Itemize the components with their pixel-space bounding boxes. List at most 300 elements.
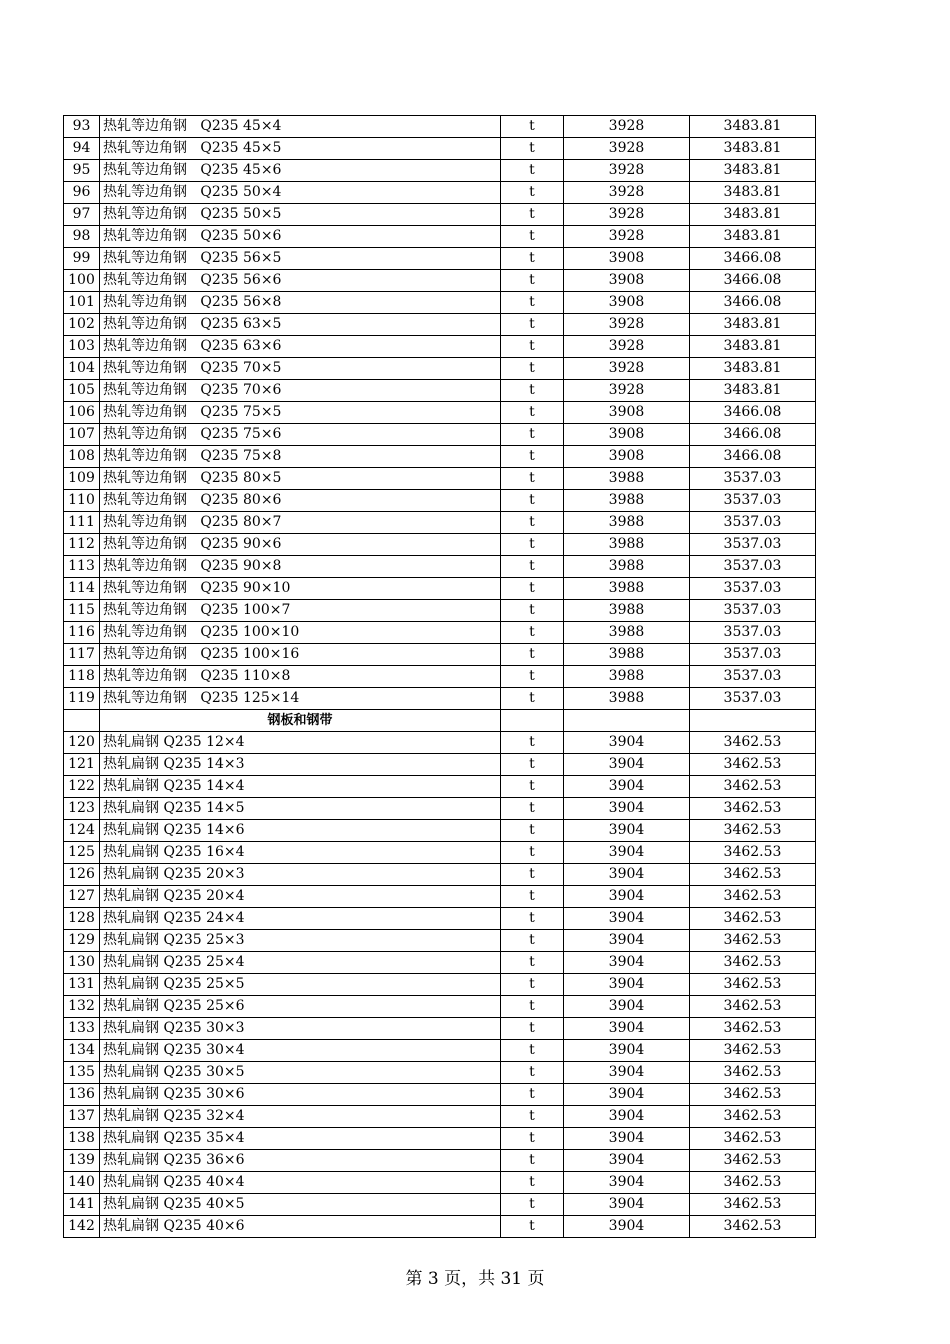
item-name: 热轧等边角钢 Q235 56×5 <box>100 248 501 270</box>
unit-cell: t <box>501 820 564 842</box>
item-name: 热轧等边角钢 Q235 100×7 <box>100 600 501 622</box>
table-row <box>64 380 816 402</box>
item-name: 热轧等边角钢 Q235 90×10 <box>100 578 501 600</box>
item-name: 热轧扁钢 Q235 25×3 <box>100 930 501 952</box>
row-number: 134 <box>64 1040 100 1062</box>
row-number: 120 <box>64 732 100 754</box>
unit-cell: t <box>501 402 564 424</box>
table-row <box>64 820 816 842</box>
table-row <box>64 270 816 292</box>
table-row <box>64 732 816 754</box>
unit-cell: t <box>501 380 564 402</box>
table-row <box>64 842 816 864</box>
table-row <box>64 952 816 974</box>
item-name: 热轧等边角钢 Q235 100×10 <box>100 622 501 644</box>
table-row <box>64 1018 816 1040</box>
unit-cell: t <box>501 534 564 556</box>
price-excl-tax-cell: 3537.03 <box>690 512 816 534</box>
price-excl-tax-cell: 3483.81 <box>690 314 816 336</box>
row-number: 124 <box>64 820 100 842</box>
row-number: 117 <box>64 644 100 666</box>
section-title: 钢板和钢带 <box>100 710 501 732</box>
unit-cell: t <box>501 622 564 644</box>
item-name: 热轧等边角钢 Q235 75×8 <box>100 446 501 468</box>
table-row <box>64 116 816 138</box>
table-row <box>64 490 816 512</box>
unit-cell: t <box>501 930 564 952</box>
price-cell: 3904 <box>564 1150 690 1172</box>
price-excl-tax-cell: 3462.53 <box>690 908 816 930</box>
price-excl-tax-cell: 3483.81 <box>690 380 816 402</box>
price-cell: 3904 <box>564 1084 690 1106</box>
price-cell: 3904 <box>564 1216 690 1238</box>
table-row <box>64 226 816 248</box>
price-excl-tax-cell: 3537.03 <box>690 468 816 490</box>
unit-cell: t <box>501 204 564 226</box>
price-cell: 3904 <box>564 952 690 974</box>
price-cell: 3904 <box>564 864 690 886</box>
unit-cell: t <box>501 336 564 358</box>
row-number: 126 <box>64 864 100 886</box>
unit-cell: t <box>501 996 564 1018</box>
unit-cell: t <box>501 556 564 578</box>
price-cell: 3904 <box>564 1128 690 1150</box>
table-row <box>64 754 816 776</box>
unit-cell: t <box>501 512 564 534</box>
table-row <box>64 182 816 204</box>
item-name: 热轧扁钢 Q235 25×4 <box>100 952 501 974</box>
price-excl-tax-cell: 3462.53 <box>690 1216 816 1238</box>
table-row <box>64 1150 816 1172</box>
price-excl-tax-cell: 3462.53 <box>690 1040 816 1062</box>
price-excl-tax-cell: 3462.53 <box>690 886 816 908</box>
price-excl-tax-cell: 3537.03 <box>690 534 816 556</box>
unit-cell: t <box>501 578 564 600</box>
price-excl-tax-cell: 3483.81 <box>690 226 816 248</box>
row-number: 130 <box>64 952 100 974</box>
price-excl-tax-cell: 3462.53 <box>690 952 816 974</box>
row-number: 125 <box>64 842 100 864</box>
unit-cell <box>501 710 564 732</box>
item-name: 热轧扁钢 Q235 30×4 <box>100 1040 501 1062</box>
item-name: 热轧扁钢 Q235 40×6 <box>100 1216 501 1238</box>
unit-cell: t <box>501 160 564 182</box>
item-name: 热轧等边角钢 Q235 80×5 <box>100 468 501 490</box>
row-number: 99 <box>64 248 100 270</box>
table-row <box>64 402 816 424</box>
unit-cell: t <box>501 1018 564 1040</box>
table-row <box>64 1172 816 1194</box>
row-number: 108 <box>64 446 100 468</box>
price-excl-tax-cell: 3537.03 <box>690 688 816 710</box>
price-cell: 3908 <box>564 270 690 292</box>
unit-cell: t <box>501 468 564 490</box>
item-name: 热轧扁钢 Q235 40×5 <box>100 1194 501 1216</box>
table-row <box>64 512 816 534</box>
row-number: 111 <box>64 512 100 534</box>
price-cell: 3928 <box>564 182 690 204</box>
price-excl-tax-cell: 3466.08 <box>690 446 816 468</box>
unit-cell: t <box>501 1194 564 1216</box>
row-number: 122 <box>64 776 100 798</box>
row-number: 112 <box>64 534 100 556</box>
item-name: 热轧等边角钢 Q235 90×8 <box>100 556 501 578</box>
unit-cell: t <box>501 754 564 776</box>
price-cell: 3928 <box>564 138 690 160</box>
row-number: 110 <box>64 490 100 512</box>
price-cell: 3904 <box>564 820 690 842</box>
unit-cell: t <box>501 864 564 886</box>
item-name: 热轧等边角钢 Q235 63×5 <box>100 314 501 336</box>
table-row <box>64 666 816 688</box>
price-cell: 3904 <box>564 1194 690 1216</box>
item-name: 热轧扁钢 Q235 12×4 <box>100 732 501 754</box>
unit-cell: t <box>501 226 564 248</box>
table-row <box>64 908 816 930</box>
table-row <box>64 1040 816 1062</box>
item-name: 热轧扁钢 Q235 20×3 <box>100 864 501 886</box>
price-table <box>63 115 816 1238</box>
row-number: 98 <box>64 226 100 248</box>
table-row <box>64 138 816 160</box>
row-number: 123 <box>64 798 100 820</box>
price-excl-tax-cell: 3462.53 <box>690 1018 816 1040</box>
price-excl-tax-cell: 3537.03 <box>690 666 816 688</box>
unit-cell: t <box>501 1216 564 1238</box>
price-cell: 3904 <box>564 776 690 798</box>
price-excl-tax-cell: 3462.53 <box>690 864 816 886</box>
table-row <box>64 1216 816 1238</box>
price-excl-tax-cell: 3462.53 <box>690 1172 816 1194</box>
unit-cell: t <box>501 1128 564 1150</box>
table-row <box>64 864 816 886</box>
row-number: 140 <box>64 1172 100 1194</box>
price-excl-tax-cell: 3466.08 <box>690 292 816 314</box>
price-excl-tax-cell: 3462.53 <box>690 1150 816 1172</box>
row-number: 94 <box>64 138 100 160</box>
price-cell: 3928 <box>564 380 690 402</box>
table-row <box>64 314 816 336</box>
unit-cell: t <box>501 974 564 996</box>
row-number: 121 <box>64 754 100 776</box>
item-name: 热轧等边角钢 Q235 50×4 <box>100 182 501 204</box>
row-number: 105 <box>64 380 100 402</box>
price-cell: 3988 <box>564 556 690 578</box>
price-cell: 3988 <box>564 644 690 666</box>
table-row <box>64 556 816 578</box>
price-cell: 3908 <box>564 292 690 314</box>
price-excl-tax-cell: 3462.53 <box>690 1062 816 1084</box>
unit-cell: t <box>501 732 564 754</box>
price-cell: 3988 <box>564 688 690 710</box>
row-number: 127 <box>64 886 100 908</box>
price-cell: 3928 <box>564 160 690 182</box>
price-cell: 3904 <box>564 754 690 776</box>
price-excl-tax-cell <box>690 710 816 732</box>
table-row <box>64 1062 816 1084</box>
price-cell: 3908 <box>564 402 690 424</box>
item-name: 热轧扁钢 Q235 32×4 <box>100 1106 501 1128</box>
row-number: 95 <box>64 160 100 182</box>
item-name: 热轧扁钢 Q235 30×5 <box>100 1062 501 1084</box>
item-name: 热轧等边角钢 Q235 125×14 <box>100 688 501 710</box>
table-row <box>64 644 816 666</box>
price-excl-tax-cell: 3466.08 <box>690 424 816 446</box>
price-excl-tax-cell: 3462.53 <box>690 1106 816 1128</box>
table-row <box>64 248 816 270</box>
unit-cell: t <box>501 688 564 710</box>
table-row <box>64 468 816 490</box>
item-name: 热轧扁钢 Q235 20×4 <box>100 886 501 908</box>
price-excl-tax-cell: 3462.53 <box>690 974 816 996</box>
price-cell: 3904 <box>564 974 690 996</box>
price-excl-tax-cell: 3537.03 <box>690 644 816 666</box>
price-cell: 3904 <box>564 996 690 1018</box>
table-row <box>64 336 816 358</box>
row-number: 137 <box>64 1106 100 1128</box>
table-row <box>64 358 816 380</box>
price-excl-tax-cell: 3462.53 <box>690 842 816 864</box>
unit-cell: t <box>501 600 564 622</box>
price-excl-tax-cell: 3462.53 <box>690 1084 816 1106</box>
price-cell: 3988 <box>564 534 690 556</box>
unit-cell: t <box>501 776 564 798</box>
table-row <box>64 600 816 622</box>
price-cell: 3988 <box>564 600 690 622</box>
unit-cell: t <box>501 358 564 380</box>
price-cell: 3928 <box>564 116 690 138</box>
unit-cell: t <box>501 842 564 864</box>
table-row <box>64 996 816 1018</box>
price-cell: 3904 <box>564 1040 690 1062</box>
unit-cell: t <box>501 314 564 336</box>
row-number: 104 <box>64 358 100 380</box>
item-name: 热轧扁钢 Q235 40×4 <box>100 1172 501 1194</box>
row-number: 141 <box>64 1194 100 1216</box>
unit-cell: t <box>501 248 564 270</box>
item-name: 热轧等边角钢 Q235 80×6 <box>100 490 501 512</box>
price-excl-tax-cell: 3537.03 <box>690 556 816 578</box>
price-excl-tax-cell: 3466.08 <box>690 248 816 270</box>
item-name: 热轧扁钢 Q235 36×6 <box>100 1150 501 1172</box>
table-row <box>64 446 816 468</box>
price-excl-tax-cell: 3462.53 <box>690 1128 816 1150</box>
unit-cell: t <box>501 886 564 908</box>
price-excl-tax-cell: 3537.03 <box>690 490 816 512</box>
price-cell: 3904 <box>564 1018 690 1040</box>
item-name: 热轧扁钢 Q235 14×3 <box>100 754 501 776</box>
row-number: 93 <box>64 116 100 138</box>
table-row <box>64 1128 816 1150</box>
price-cell: 3904 <box>564 886 690 908</box>
table-row <box>64 160 816 182</box>
unit-cell: t <box>501 798 564 820</box>
item-name: 热轧扁钢 Q235 14×5 <box>100 798 501 820</box>
item-name: 热轧等边角钢 Q235 45×5 <box>100 138 501 160</box>
row-number: 115 <box>64 600 100 622</box>
table-row <box>64 930 816 952</box>
row-number: 136 <box>64 1084 100 1106</box>
item-name: 热轧等边角钢 Q235 45×4 <box>100 116 501 138</box>
row-number: 106 <box>64 402 100 424</box>
price-excl-tax-cell: 3483.81 <box>690 358 816 380</box>
table-row <box>64 776 816 798</box>
item-name: 热轧扁钢 Q235 24×4 <box>100 908 501 930</box>
price-excl-tax-cell: 3537.03 <box>690 600 816 622</box>
price-cell: 3908 <box>564 424 690 446</box>
row-number: 101 <box>64 292 100 314</box>
item-name: 热轧等边角钢 Q235 80×7 <box>100 512 501 534</box>
row-number: 139 <box>64 1150 100 1172</box>
unit-cell: t <box>501 1106 564 1128</box>
price-cell <box>564 710 690 732</box>
price-excl-tax-cell: 3462.53 <box>690 798 816 820</box>
item-name: 热轧扁钢 Q235 14×4 <box>100 776 501 798</box>
row-number: 96 <box>64 182 100 204</box>
item-name: 热轧扁钢 Q235 25×6 <box>100 996 501 1018</box>
row-number: 129 <box>64 930 100 952</box>
price-excl-tax-cell: 3537.03 <box>690 622 816 644</box>
price-excl-tax-cell: 3462.53 <box>690 820 816 842</box>
unit-cell: t <box>501 490 564 512</box>
unit-cell: t <box>501 292 564 314</box>
price-cell: 3904 <box>564 732 690 754</box>
unit-cell: t <box>501 138 564 160</box>
price-cell: 3928 <box>564 336 690 358</box>
row-number: 116 <box>64 622 100 644</box>
item-name: 热轧等边角钢 Q235 63×6 <box>100 336 501 358</box>
table-row <box>64 578 816 600</box>
price-cell: 3928 <box>564 314 690 336</box>
price-excl-tax-cell: 3462.53 <box>690 930 816 952</box>
unit-cell: t <box>501 182 564 204</box>
price-excl-tax-cell: 3462.53 <box>690 776 816 798</box>
price-cell: 3904 <box>564 1172 690 1194</box>
row-number: 135 <box>64 1062 100 1084</box>
price-cell: 3988 <box>564 490 690 512</box>
price-cell: 3928 <box>564 226 690 248</box>
row-number: 107 <box>64 424 100 446</box>
row-number: 138 <box>64 1128 100 1150</box>
row-number: 132 <box>64 996 100 1018</box>
item-name: 热轧等边角钢 Q235 56×6 <box>100 270 501 292</box>
row-number: 103 <box>64 336 100 358</box>
price-cell: 3904 <box>564 842 690 864</box>
unit-cell: t <box>501 1172 564 1194</box>
unit-cell: t <box>501 116 564 138</box>
price-excl-tax-cell: 3483.81 <box>690 336 816 358</box>
row-number: 119 <box>64 688 100 710</box>
item-name: 热轧扁钢 Q235 35×4 <box>100 1128 501 1150</box>
row-number: 114 <box>64 578 100 600</box>
row-number: 100 <box>64 270 100 292</box>
row-number: 118 <box>64 666 100 688</box>
row-number: 113 <box>64 556 100 578</box>
price-cell: 3988 <box>564 512 690 534</box>
item-name: 热轧等边角钢 Q235 70×6 <box>100 380 501 402</box>
table-row <box>64 974 816 996</box>
unit-cell: t <box>501 270 564 292</box>
row-number: 142 <box>64 1216 100 1238</box>
table-row <box>64 886 816 908</box>
price-excl-tax-cell: 3483.81 <box>690 160 816 182</box>
price-excl-tax-cell: 3483.81 <box>690 204 816 226</box>
item-name: 热轧等边角钢 Q235 100×16 <box>100 644 501 666</box>
price-excl-tax-cell: 3483.81 <box>690 182 816 204</box>
table-row <box>64 1194 816 1216</box>
item-name: 热轧扁钢 Q235 30×3 <box>100 1018 501 1040</box>
item-name: 热轧等边角钢 Q235 45×6 <box>100 160 501 182</box>
price-cell: 3928 <box>564 358 690 380</box>
price-excl-tax-cell: 3462.53 <box>690 754 816 776</box>
price-cell: 3904 <box>564 1106 690 1128</box>
row-number: 109 <box>64 468 100 490</box>
item-name: 热轧扁钢 Q235 16×4 <box>100 842 501 864</box>
row-number: 131 <box>64 974 100 996</box>
price-cell: 3904 <box>564 798 690 820</box>
price-excl-tax-cell: 3462.53 <box>690 1194 816 1216</box>
price-cell: 3988 <box>564 468 690 490</box>
unit-cell: t <box>501 666 564 688</box>
row-number: 128 <box>64 908 100 930</box>
unit-cell: t <box>501 908 564 930</box>
price-cell: 3988 <box>564 578 690 600</box>
row-number: 102 <box>64 314 100 336</box>
item-name: 热轧等边角钢 Q235 75×5 <box>100 402 501 424</box>
price-cell: 3988 <box>564 666 690 688</box>
row-number: 97 <box>64 204 100 226</box>
price-cell: 3904 <box>564 908 690 930</box>
item-name: 热轧等边角钢 Q235 50×6 <box>100 226 501 248</box>
table-row <box>64 622 816 644</box>
price-excl-tax-cell: 3462.53 <box>690 996 816 1018</box>
unit-cell: t <box>501 1040 564 1062</box>
price-cell: 3908 <box>564 248 690 270</box>
price-excl-tax-cell: 3466.08 <box>690 402 816 424</box>
unit-cell: t <box>501 424 564 446</box>
price-cell: 3904 <box>564 1062 690 1084</box>
price-cell: 3988 <box>564 622 690 644</box>
table-row <box>64 292 816 314</box>
price-excl-tax-cell: 3537.03 <box>690 578 816 600</box>
unit-cell: t <box>501 644 564 666</box>
row-number: 133 <box>64 1018 100 1040</box>
table-row <box>64 424 816 446</box>
price-cell: 3928 <box>564 204 690 226</box>
unit-cell: t <box>501 446 564 468</box>
unit-cell: t <box>501 1062 564 1084</box>
table-row <box>64 688 816 710</box>
unit-cell: t <box>501 952 564 974</box>
table-row <box>64 1084 816 1106</box>
item-name: 热轧等边角钢 Q235 110×8 <box>100 666 501 688</box>
section-header-row <box>64 710 816 732</box>
price-excl-tax-cell: 3462.53 <box>690 732 816 754</box>
item-name: 热轧等边角钢 Q235 70×5 <box>100 358 501 380</box>
row-number <box>64 710 100 732</box>
page-footer: 第 3 页，共 31 页 <box>405 1269 545 1289</box>
price-cell: 3904 <box>564 930 690 952</box>
price-excl-tax-cell: 3466.08 <box>690 270 816 292</box>
unit-cell: t <box>501 1084 564 1106</box>
price-cell: 3908 <box>564 446 690 468</box>
item-name: 热轧扁钢 Q235 30×6 <box>100 1084 501 1106</box>
item-name: 热轧扁钢 Q235 14×6 <box>100 820 501 842</box>
table-row <box>64 204 816 226</box>
item-name: 热轧等边角钢 Q235 75×6 <box>100 424 501 446</box>
price-excl-tax-cell: 3483.81 <box>690 116 816 138</box>
unit-cell: t <box>501 1150 564 1172</box>
